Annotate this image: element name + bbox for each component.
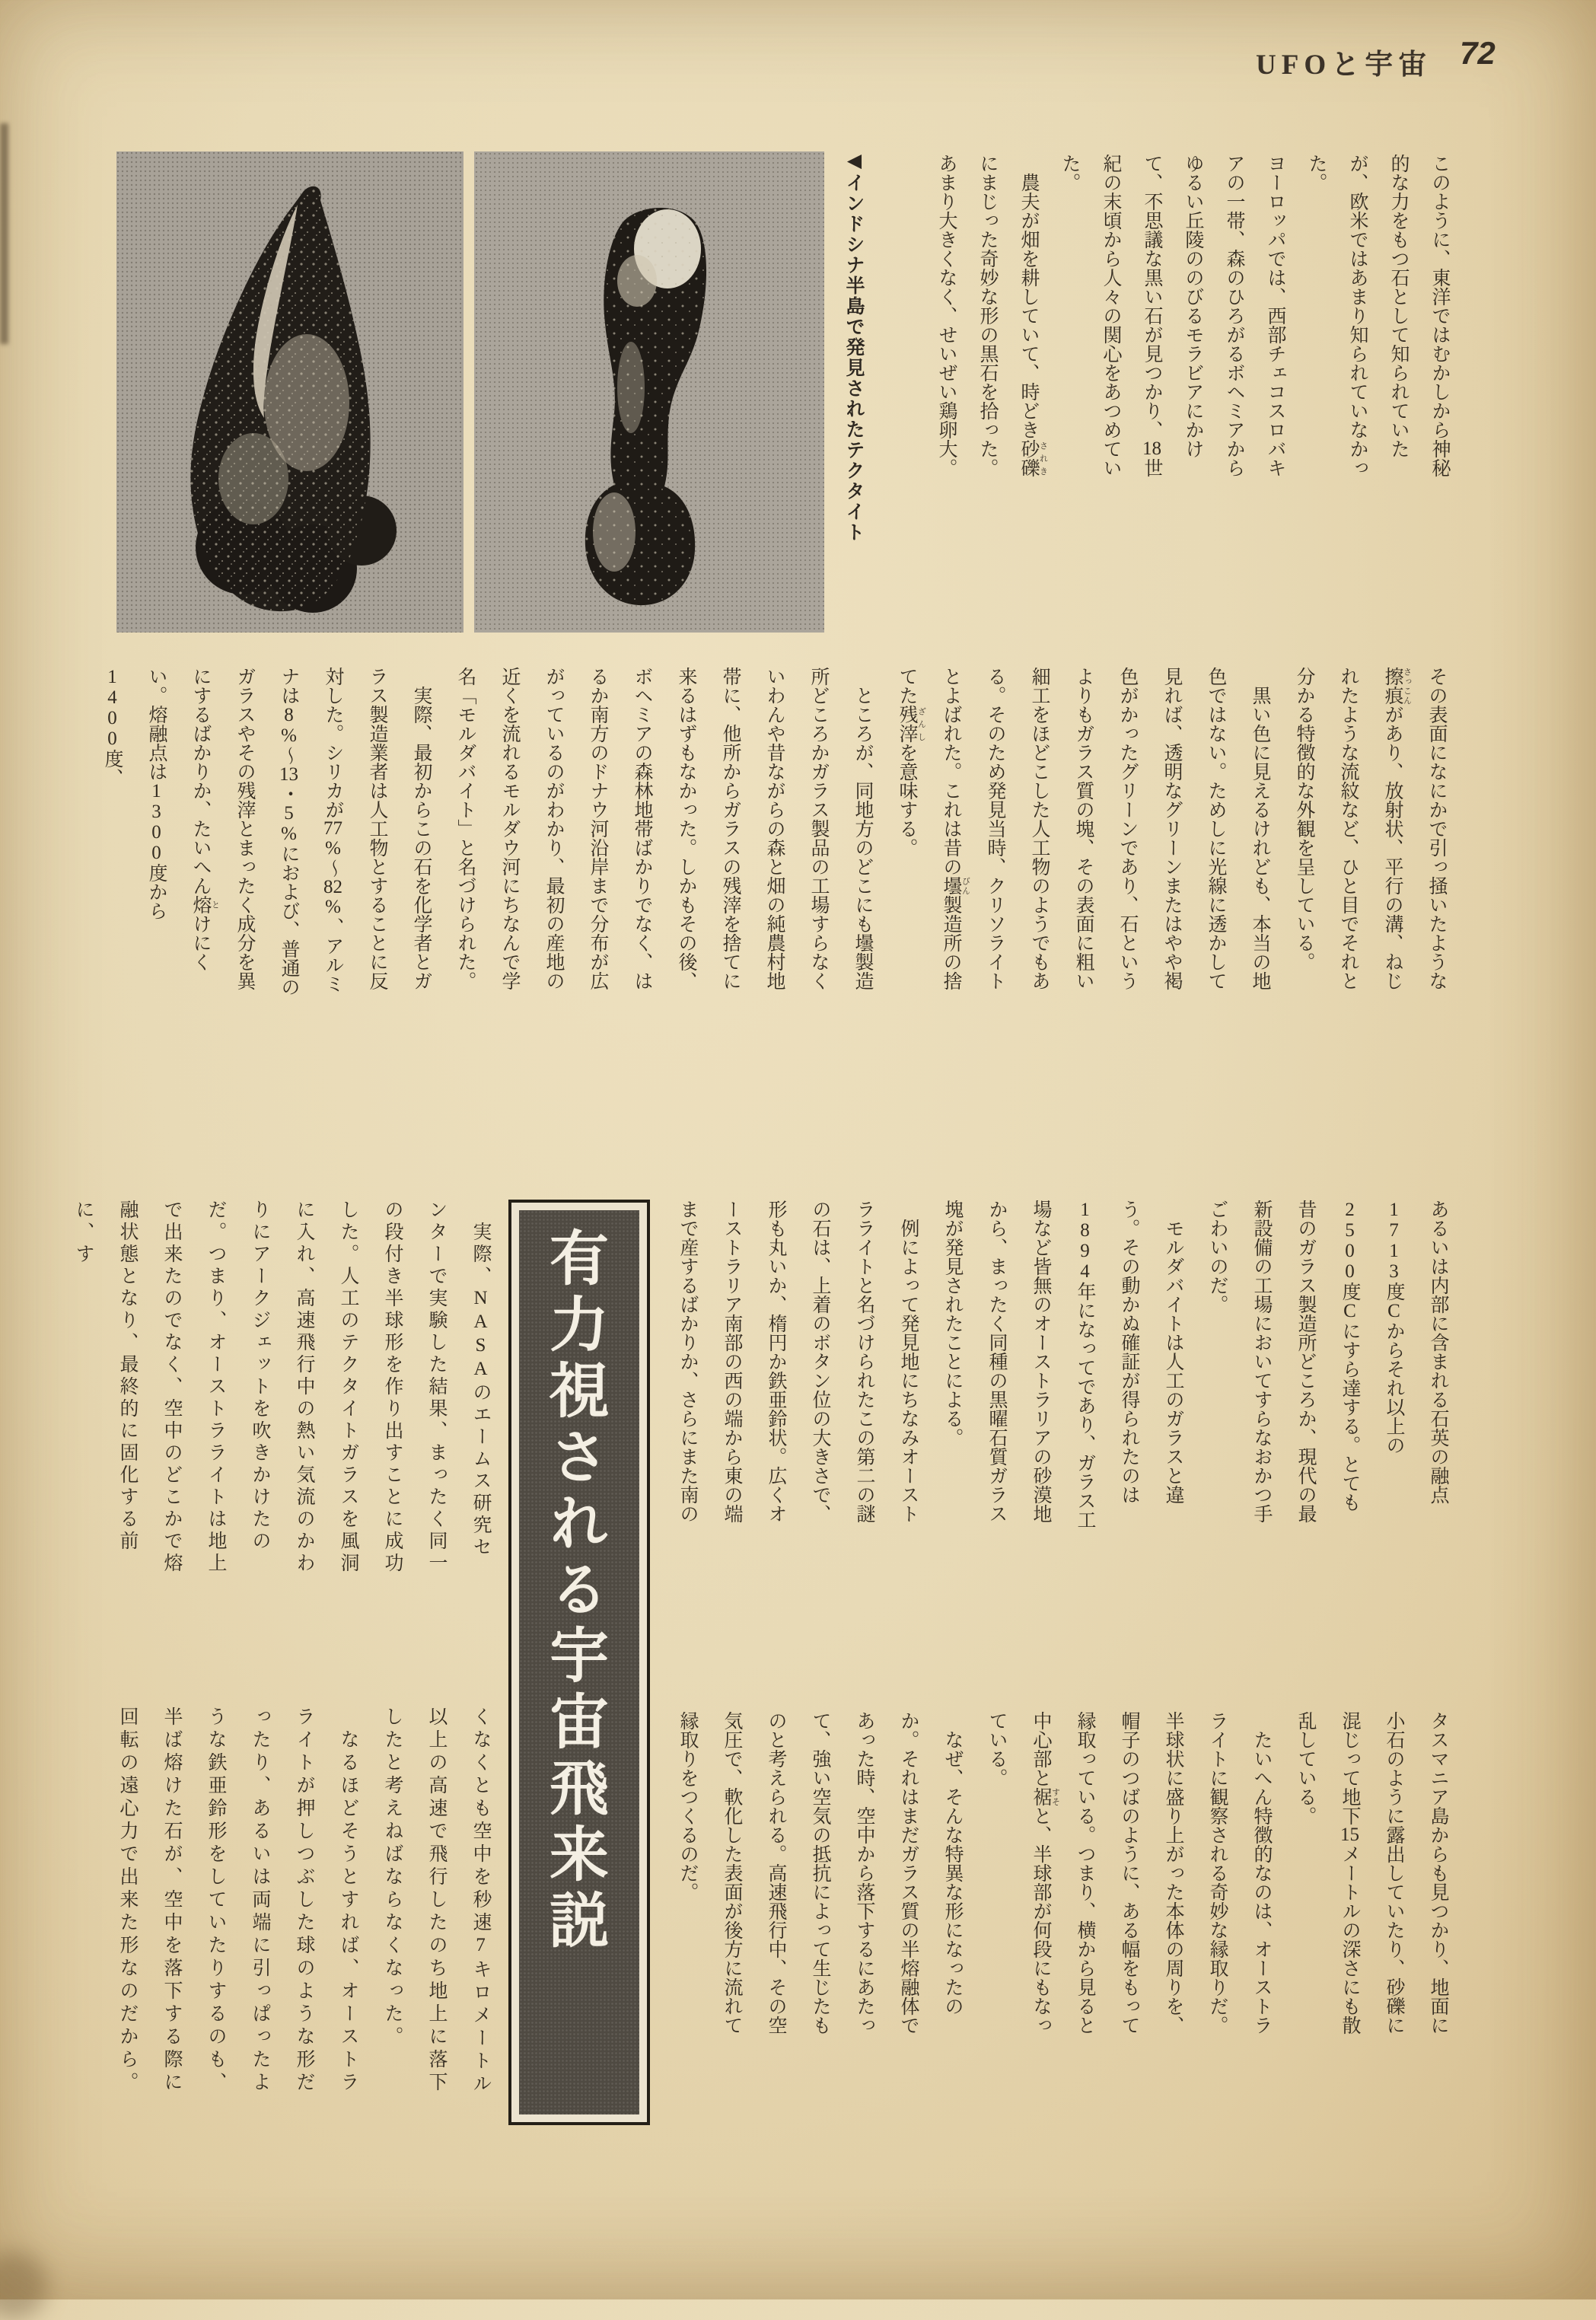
section-title: 有力視される宇宙飛来説	[541, 1227, 608, 1955]
section-title-background	[519, 1210, 639, 2114]
page-header	[1256, 35, 1560, 81]
photo-caption: ◀インドシナ半島で発見されたテクタイト	[843, 149, 865, 543]
section-title-box	[508, 1200, 650, 2125]
paragraph: その表面になにかで引っ掻いたような擦痕 さっこんがあり、放射状、平行の溝、ねじれたような流紋など、ひと目でそれと分かる特徴的な外観を呈している。	[1294, 667, 1447, 990]
text-band-2	[102, 667, 1458, 997]
paragraph: 実際、NASAのエームス研究センターで実験した結果、まったく同一の段付き半球形を作り出すことに成功した。人工のテクタイトガラスを風洞に入れ、高速飛行中の熱い気流のかわりにアークジェットを吹きかけたのだ。つまり、オーストラライトは地上で出来たのでなく、空中のどこかで熔融状態となり、最終的に固化する前に、す	[73, 1200, 491, 1575]
tektite-photo-right	[474, 151, 824, 633]
tektite-pear-image	[116, 151, 464, 633]
text-band-4-left	[107, 1707, 502, 2111]
scan-artifact-corner	[0, 2251, 47, 2320]
paragraph: このように、東洋ではむかしから神秘的な力をもつ石として知られていたが、欧米ではあまり知られていなかった。	[1306, 154, 1450, 477]
page-number: 72	[1460, 35, 1496, 71]
paragraph: たいへん特徴的なのは、オーストラライトに観察される奇妙な縁取りだ。半球状に盛り上がった本体の周りを、帽子のつばのように、ある幅をもって縁取っている。つまり、横から見ると中心部と裾 すそと、半球部が何段にもなっている。	[986, 1711, 1272, 2035]
paragraph: ヨーロッパでは、西部チェコスロバキアの一帯、森のひろがるボヘミアからゆるい丘陵ののびるモラビアにかけて、不思議な黒い石が見つかり、18世紀の末頃から人々の関心をあつめていた。	[1059, 154, 1285, 477]
paragraph: 実際、最初からこの石を化学者とガラス製造業者は人工物とすることに反対した。シリカが77%〜82%、アルミナは8%〜13・5%におよび、普通のガラスやその残滓とまったく成分を異にするばかりか、たいへん熔 とけにくい。熔融点は1300度から1400度、	[102, 667, 432, 996]
paragraph: モルダバイトは人工のガラスと違う。その動かぬ確証が得られたのは1894年になってであり、ガラス工場など皆無のオーストラリアの砂漠地から、まったく同種の黒曜石質ガラス塊が発見されたことによる。	[942, 1200, 1183, 1529]
tektite-club-image	[474, 151, 824, 633]
paragraph: タスマニア島からも見つかり、地面に小石のように露出していたり、砂礫に混じって地下15メートルの深さにも散乱している。	[1295, 1711, 1448, 2035]
magazine-title: UFOと宇宙	[1256, 49, 1432, 81]
paragraph: 黒い色に見えるけれども、本当の地色ではない。ためしに光線に透かして見れば、透明なグリーンまたはやや褐色がかったグリーンであり、石というよりもガラス質の塊、その表面に粗い細工をほどこした人工物のようでもある。そのため発見当時、クリソライトとよばれた。これは昔の壜 びん製造所の捨てた残滓 ざんしを意味する。	[897, 667, 1270, 990]
paragraph: なるほどそうとすれば、オーストラライトが押しつぶした球のような形だったり、あるいは両端に引っぱったような鉄亜鈴形をしていたりするのも、半ば熔けた石が、空中を落下する際に回転の遠心力で出来た形なのだから。	[117, 1707, 358, 2095]
text-band-3-left	[73, 1200, 502, 1580]
paragraph: くなくとも空中を秒速7キロメートル以上の高速で飛行したのち地上に落下したと考えねばならなくなった。	[382, 1707, 491, 2096]
paragraph: なぜ、そんな特異な形になったのか。それはまだガラス質の半熔融体であった時、空中から落下するにあたって、強い空気の抵抗によって生じたものと考えられる。高速飛行中、その空気圧で、軟化した表面が後方に流れて縁取りをつくるのだ。	[677, 1711, 963, 2035]
paragraph: あるいは内部に含まれる石英の融点1713度Cからそれ以上の2500度Cにすら達する。とても昔のガラス製造所どころか、現代の最新設備の工場においてすらなおかつ手ごわいのだ。	[1207, 1200, 1448, 1523]
paragraph: ところが、同地方のどこにも壜製造所どころかガラス製品の工場すらなくいわんや昔ながらの森と畑の純農村地帯に、他所からガラスの残滓を捨てに来るはずもなかった。しかもその後、ボヘミアの森林地帯ばかりでなく、はるか南方のドナウ河沿岸まで分布が広がっているのがわかり、最初の産地の近くを流れるモルダウ河にちなんで学名「モルダバイト」と名づけられた。	[455, 667, 873, 990]
text-band-3-right	[664, 1200, 1460, 1530]
paragraph: 例によって発見地にちなみオーストラライトと名づけられたこの第二の謎の石は、上着のボタン位の大きさで、形も丸いか、楕円か鉄亜鈴状。広くオーストラリア南部の西の端から東の端まで産するばかりか、さらにまた南の	[677, 1200, 919, 1523]
tektite-photo-left	[116, 151, 464, 633]
text-band-1	[922, 154, 1460, 484]
text-band-4-right	[664, 1711, 1460, 2037]
scan-artifact-left-edge	[0, 123, 8, 344]
paragraph: 農夫が畑を耕していて、時どき砂礫 されきにまじった奇妙な形の黒石を拾った。あまり大きくなく、せいぜい鶏卵大。	[936, 154, 1048, 477]
